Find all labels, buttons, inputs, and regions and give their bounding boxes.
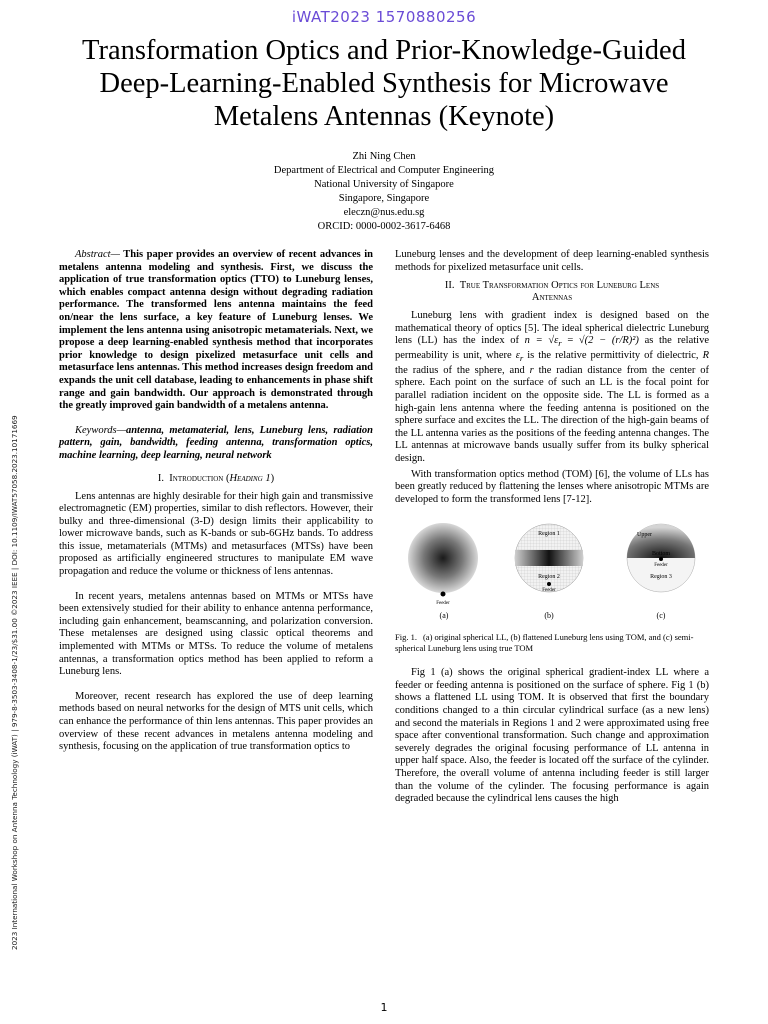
fig-c-bottom-label: Bottom [651, 551, 671, 558]
side-doi-strip: 2023 International Workshop on Antenna Technology (iWAT) | 979-8-3503-3408-1/23/$31.00 ©2023 IEEE | DOI: 10.1109/IWAT57058.2023.10171669 [10, 415, 19, 950]
keywords-text: antenna, metamaterial, lens, Luneburg lens, radiation pattern, gain, bandwidth, feeding antenna, transformation optics, machine learning, deep learning, neural network [59, 424, 373, 461]
fig-caption-text: (a) original spherical LL, (b) flattened Luneburg lens using TOM, and (c) semi-spherical Luneburg lens using true TOM [395, 632, 694, 653]
eq-eps-sub: r [519, 353, 524, 364]
intro-paragraph-1: Lens antennas are highly desirable for their high gain and transmissive electromagnetic (EM) properties, similar to dish reflectors. However, their bulky and three-dimensional (3-D) design limits their applicability to lower microwave bands, such as K-bands or sub-6GHz bands. To address this issue, metamaterials (MTMs) and metasurfaces (MTSs) have been proposed as artificially engineered structures to manipulate EM wave propagation and reduce the volume or thickness of lens antennas. [59, 490, 373, 578]
abstract-label: Abstract— [75, 249, 120, 260]
fig-b-feeder-label: Feeder [542, 588, 556, 594]
figure-1-caption [395, 632, 709, 653]
conference-id: iWAT2023 1570880256 [291, 8, 477, 26]
fig-sub-a: (a) [439, 611, 449, 621]
author-email[interactable]: eleczn@nus.edu.sg [343, 207, 425, 218]
abstract-text: This paper provides an overview of recent advances in metalens antenna modeling and synthesis. First, we discuss the application of true transformation optics (TTO) to Luneburg lenses, which enables compact antenna design without degrading radiation performance. The transformed lens antenna maintains the feed on/near the lens surface, a key feature of Luneburg lenses. We implement the lens antenna using anisotropic metamaterials. Next, we propose a deep learning-enabled synthesis method that incorporates prior knowledge to design pixelized metasurface unit cells and metasurface lens antennas. This method increases design freedom and expands the unit cell database, leading to enhancements in phase shift range and gain bandwidth. Our approach is demonstrated through the greatly improved gain bandwidth of a metalens antenna. [59, 249, 373, 412]
p1-e: the radian distance from the center of sphere. Each point on the surface of such an LL is the focal point for parallel radiation incident on the opposite side. The LL is formed as a high-gain lens antenna where the feeding antenna is positioned on the sphere surface and excites the LL. The direction of the high-gain beams of the LL antenna varies as the positions of the feeding antenna changes. The LL antennas at microwave bands usually suffer from its bulky spherical design. [395, 364, 709, 464]
p1-b: as the relative permeability is unit, where [395, 335, 709, 362]
page-number: 1 [380, 1001, 388, 1014]
eq-eps: ε [515, 350, 520, 362]
eq-n: n = √ε [524, 335, 559, 347]
author-name: Zhi Ning Chen [352, 151, 416, 162]
author-block [200, 150, 568, 234]
figure-1b-flattened-ll [509, 522, 589, 608]
author-department: Department of Electrical and Computer Engineering [273, 165, 495, 176]
abstract [59, 249, 373, 413]
section2-title-line1: True Transformation Optics for Luneburg Lens [459, 280, 660, 292]
fig-c-feeder-label: Feeder [654, 563, 668, 569]
intro-continued: Luneburg lenses and the development of deep learning-enabled synthesis methods for pixelized metasurface unit cells. [395, 249, 709, 273]
section2-title-line2: Antennas [531, 292, 573, 304]
tto-paragraph-1 [395, 310, 709, 465]
p1-d: the radius of the sphere, and [395, 364, 530, 376]
right-column [395, 249, 709, 818]
author-location: Singapore, Singapore [338, 193, 430, 204]
fig-sub-b: (b) [544, 611, 554, 621]
keywords [59, 425, 373, 463]
figure-1 [395, 518, 709, 628]
eq-n-sub: r [558, 338, 562, 349]
fig-a-feeder-label: Feeder [436, 601, 450, 607]
section-note: Heading 1 [229, 472, 271, 484]
eq-n-b: = [561, 335, 574, 347]
section2-numeral: II. [444, 280, 455, 292]
p1-c: is the relative permittivity of dielectric, [523, 350, 703, 362]
section-title: Introduction [169, 472, 224, 484]
section-note-open: ( [223, 472, 230, 484]
intro-paragraph-2: In recent years, metalens antennas based on MTMs or MTSs have been extensively studied for their ability to enhance antenna performance, including gain enhancement, beamscanning, and polarization conversion. These metalenses are designed using classic optical theorems and implemented with MTMs or MTSs. To reduce the volume of metalens antennas, a transformation optics method has been applied to reform a Luneburg lens. [59, 590, 373, 678]
fig-b-region1-label: Region 1 [538, 531, 560, 538]
eq-R: R [702, 350, 709, 362]
eq-r: r [529, 364, 534, 376]
section-heading-tto [395, 280, 709, 304]
section-note-close: ) [270, 472, 275, 484]
fig-c-region3-label: Region 3 [650, 574, 672, 581]
figure-1c-semi-spherical-ll [621, 522, 701, 608]
author-university: National University of Singapore [314, 179, 454, 190]
figure-1a-spherical-ll [399, 522, 489, 608]
tto-paragraph-3: Fig 1 (a) shows the original spherical gradient-index LL where a feeder or feeding antenna is positioned on the surface of sphere. Fig 1 (b) shows a flattened LL using TOM. It is observed that first the boundary conditions changed to a thin circular cylindrical surface (as a new lens) and second the materials in Regions 1 and 2 were approximated using free space after conventional transformation. Such change and approximation severely degrades the original focusing performance of LL antenna in upper half space. Also, the feeder is located off the surface of the cylinder. Therefore, the overall volume of antenna including feeder is still larger than the volume of the cylinder. The focusing performance is again degraded because the cylindrical lens causes the high [395, 667, 709, 805]
keywords-label: Keywords— [75, 424, 126, 436]
left-column [59, 249, 373, 766]
paper-title: Transformation Optics and Prior-Knowledge-Guided Deep-Learning-Enabled Synthesis for Microwave Metalens Antennas (Keynote) [82, 35, 686, 132]
fig-c-upper-label: Upper [637, 532, 652, 539]
fig-caption-number: Fig. 1. [395, 632, 417, 643]
tto-paragraph-2: With transformation optics method (TOM) [6], the volume of LLs has been greatly reduced by flattening the lenses where anisotropic MTMs are developed to form the transformed lens [7-12]. [395, 468, 709, 505]
section-numeral: I. [157, 472, 165, 484]
fig-sub-c: (c) [656, 611, 666, 621]
eq-sqrt: √(2 − (r/R)²) [578, 335, 639, 347]
author-orcid: ORCID: 0000-0002-3617-6468 [317, 221, 451, 232]
intro-paragraph-3: Moreover, recent research has explored the use of deep learning methods based on neural networks for the design of MTS unit cells, which can enhance the performance of thin lens antennas. This paper provides an overview of these recent advances in metalens antenna modeling and synthesis, focusing on the application of true transformation optics to [59, 690, 373, 753]
section-heading-introduction [59, 473, 373, 485]
fig-b-region2-label: Region 2 [538, 574, 560, 581]
p1-a: Luneburg lens with gradient index is designed based on the mathematical theory of optics [5]. The ideal spherical dielectric Luneburg lens (LL) has the index of [395, 310, 709, 347]
